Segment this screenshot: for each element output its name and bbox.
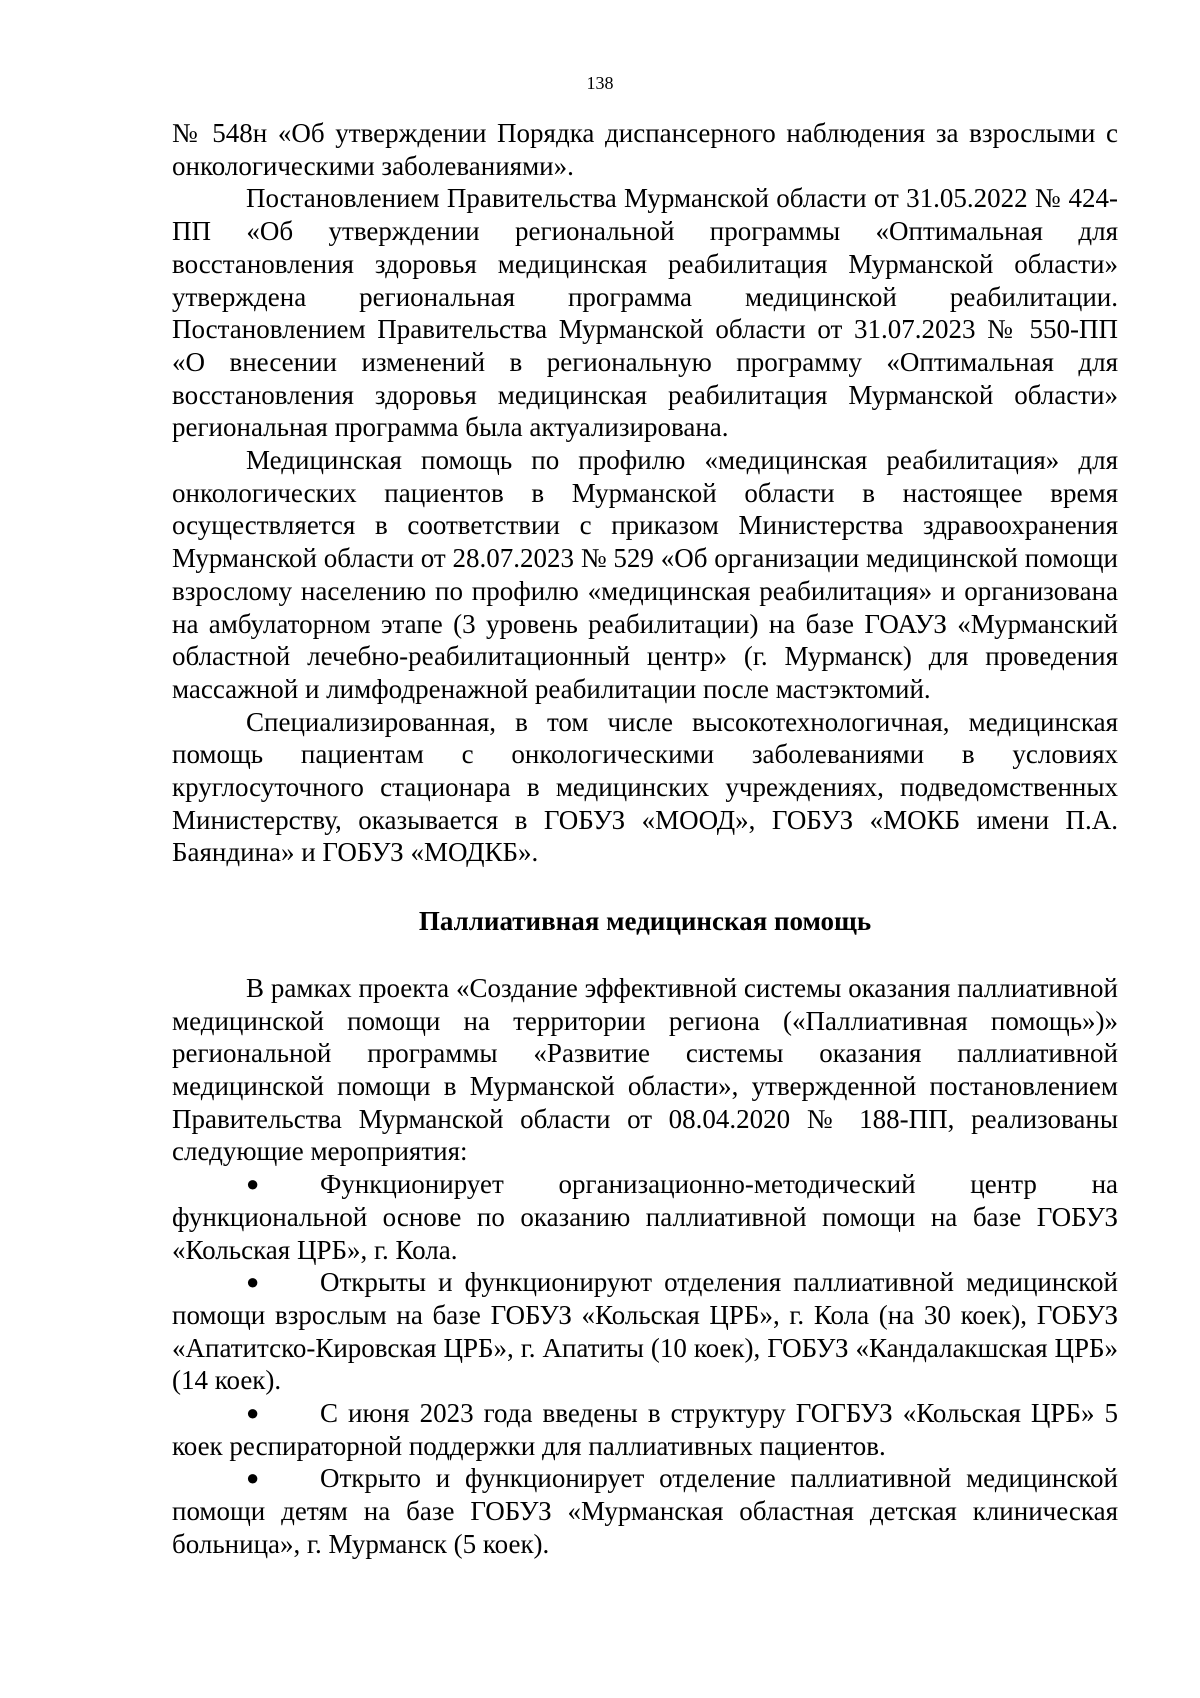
document-body	[172, 117, 1118, 1561]
list-item	[172, 1266, 1118, 1397]
paragraph-rehab-program: Постановлением Правительства Мурманской области от 31.05.2022 № 424-ПП «Об утверждении региональной программы «Оптимальная для восстановления здоровья медицинская реабилитация Мурманской области» утверждена региональная программа медицинской реабилитации. Постановлением Правительства Мурманской области от 31.07.2023 № 550-ПП «О внесении изменений в региональную программу «Оптимальная для восстановления здоровья медицинская реабилитация Мурманской области» региональная программа была актуализирована.	[172, 183, 1118, 443]
bullet-icon: ●	[246, 1269, 260, 1295]
list-item	[172, 1462, 1118, 1560]
list-item-text: Открыто и функционирует отделение паллиативной медицинской помощи детям на базе ГОБУЗ «Мурманская областная детская клиническая больница», г. Мурманск (5 коек).	[172, 1463, 1118, 1559]
list-item	[172, 1168, 1118, 1266]
list-item	[172, 1397, 1118, 1462]
bullet-icon: ●	[246, 1171, 260, 1197]
page-number: 138	[586, 73, 614, 93]
list-item-text: Функционирует организационно-методический центр на функциональной основе по оказанию паллиативной помощи на базе ГОБУЗ «Кольская ЦРБ», г. Кола.	[172, 1169, 1118, 1265]
paragraph-palliative-intro: В рамках проекта «Создание эффективной системы оказания паллиативной медицинской помощи на территории региона («Паллиативная помощь»)» региональной программы «Развитие системы оказания паллиативной медицинской помощи в Мурманской области», утвержденной постановлением Правительства Мурманской области от 08.04.2020 № 188-ПП, реализованы следующие мероприятия:	[172, 972, 1118, 1167]
list-item-text: Открыты и функционируют отделения паллиативной медицинской помощи взрослым на базе ГОБУЗ «Кольская ЦРБ», г. Кола (на 30 коек), ГОБУЗ «Апатитско-Кировская ЦРБ», г. Апатиты (10 коек), ГОБУЗ «Кандалакшская ЦРБ» (14 коек).	[172, 1267, 1118, 1396]
bullet-icon: ●	[246, 1465, 260, 1491]
list-item-text: С июня 2023 года введены в структуру ГОГБУЗ «Кольская ЦРБ» 5 коек респираторной поддержки для паллиативных пациентов.	[172, 1398, 1118, 1461]
paragraph-rehab-care: Медицинская помощь по профилю «медицинская реабилитация» для онкологических пациентов в Мурманской области в настоящее время осуществляется в соответствии с приказом Министерства здравоохранения Мурманской области от 28.07.2023 № 529 «Об организации медицинской помощи взрослому населению по профилю «медицинская реабилитация» и организована на амбулаторном этапе (3 уровень реабилитации) на базе ГОАУЗ «Мурманский областной лечебно-реабилитационный центр» (г. Мурманск) для проведения массажной и лимфодренажной реабилитации после мастэктомий.	[172, 445, 1118, 704]
section-heading: Паллиативная медицинская помощь	[418, 906, 872, 937]
paragraph-continuation: № 548н «Об утверждении Порядка диспансерного наблюдения за взрослыми с онкологическими заболеваниями».	[172, 118, 1118, 181]
paragraph-specialized-care: Специализированная, в том числе высокотехнологичная, медицинская помощь пациентам с онкологическими заболеваниями в условиях круглосуточного стационара в медицинских учреждениях, подведомственных Министерству, оказывается в ГОБУЗ «МООД», ГОБУЗ «МОКБ имени П.А. Баяндина» и ГОБУЗ «МОДКБ».	[172, 706, 1118, 868]
bullet-icon: ●	[246, 1400, 260, 1426]
